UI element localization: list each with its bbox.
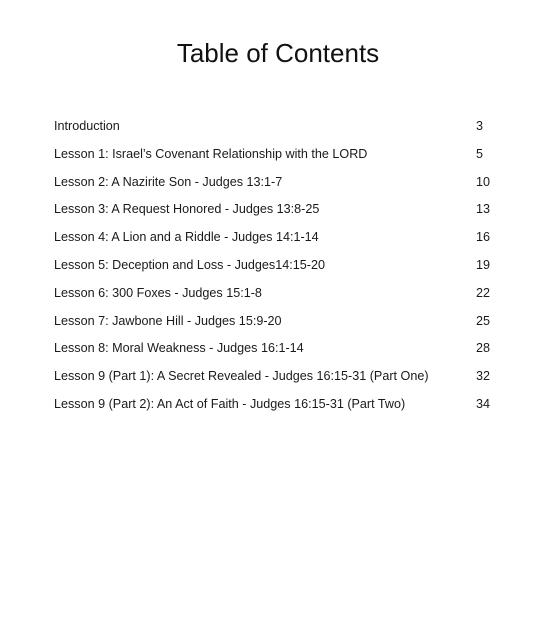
- toc-entry-page-number: 34: [476, 396, 491, 411]
- toc-entry-title: Lesson 8: Moral Weakness - Judges 16:1-14: [54, 341, 304, 356]
- toc-entry-page-number: 28: [476, 341, 491, 356]
- toc-entry-introduction: [54, 114, 506, 142]
- toc-entry-page-number: 32: [476, 369, 491, 384]
- toc-entry-lesson-8: [54, 336, 506, 364]
- toc-entry-lesson-1: [54, 142, 506, 170]
- page-title: Table of Contents: [176, 38, 380, 68]
- toc-entry-lesson-7: [54, 309, 506, 337]
- toc-entry-title: Lesson 3: A Request Honored - Judges 13:8-25: [54, 202, 320, 217]
- toc-entry-title: Lesson 9 (Part 1): A Secret Revealed - Judges 16:15-31 (Part One): [54, 369, 429, 384]
- toc-entry-lesson-2: [54, 170, 506, 198]
- toc-entry-lesson-6: [54, 281, 506, 309]
- toc-entry-title: Introduction: [54, 119, 120, 133]
- toc-entry-page-number: 10: [476, 174, 491, 189]
- toc-entry-title: Lesson 5: Deception and Loss - Judges14:15-20: [54, 257, 325, 272]
- toc-entry-title: Lesson 9 (Part 2): An Act of Faith - Judges 16:15-31 (Part Two): [54, 396, 406, 411]
- toc-entry-title: Lesson 2: A Nazirite Son - Judges 13:1-7: [54, 174, 283, 189]
- toc-entry-page-number: 5: [476, 146, 484, 161]
- toc-entry-title: Lesson 1: Israel’s Covenant Relationship with the LORD: [54, 146, 368, 161]
- toc-entry-lesson-9-part-2: [54, 392, 506, 420]
- toc-entry-title: Lesson 7: Jawbone Hill - Judges 15:9-20: [54, 313, 282, 328]
- toc-entry-page-number: 25: [476, 313, 491, 328]
- toc-entry-lesson-3: [54, 197, 506, 225]
- toc-entry-lesson-4: [54, 225, 506, 253]
- toc-entry-page-number: 22: [476, 285, 491, 300]
- toc-list: [54, 114, 506, 420]
- toc-entry-page-number: 13: [476, 202, 491, 217]
- toc-entry-page-number: 3: [476, 119, 484, 133]
- toc-entry-title: Lesson 4: A Lion and a Riddle - Judges 14:1-14: [54, 230, 319, 245]
- toc-entry-page-number: 16: [476, 230, 491, 245]
- toc-entry-title: Lesson 6: 300 Foxes - Judges 15:1-8: [54, 285, 262, 300]
- toc-entry-lesson-5: [54, 253, 506, 281]
- toc-entry-lesson-9-part-1: [54, 364, 506, 392]
- toc-entry-page-number: 19: [476, 257, 491, 272]
